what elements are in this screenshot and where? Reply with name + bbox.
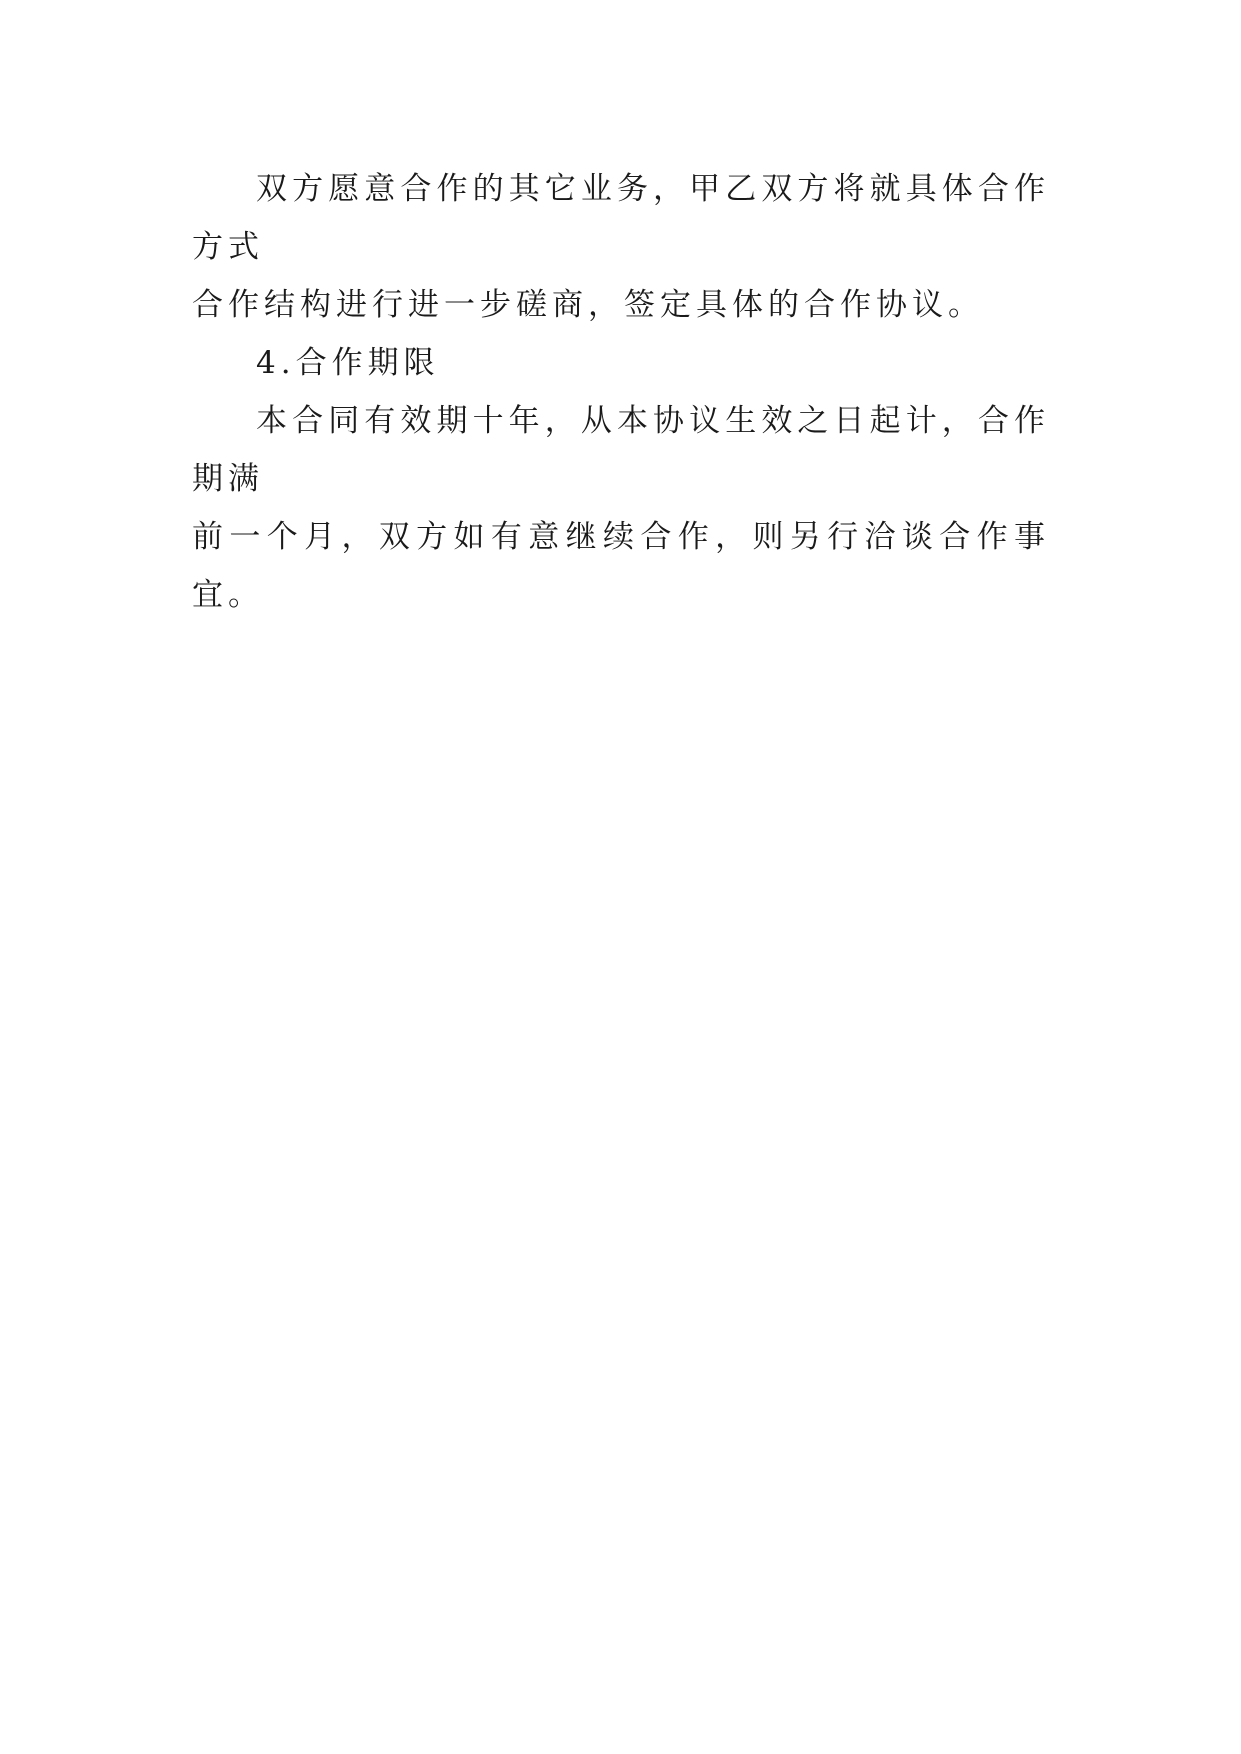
text-line: 合作结构进行进一步磋商，签定具体的合作协议。 (192, 287, 984, 323)
text-line: 本合同有效期十年，从本协议生效之日起计，合作期满 (192, 403, 1050, 497)
paragraph-cooperation-term (192, 392, 1050, 624)
section-heading-cooperation-term (192, 334, 1050, 392)
text-line: 双方愿意合作的其它业务，甲乙双方将就具体合作方式 (192, 171, 1050, 265)
text-line: 前一个月，双方如有意继续合作，则另行洽谈合作事宜。 (192, 519, 1050, 613)
document-page (192, 160, 1050, 624)
paragraph-other-business (192, 160, 1050, 334)
text-line: 4.合作期限 (256, 345, 440, 381)
